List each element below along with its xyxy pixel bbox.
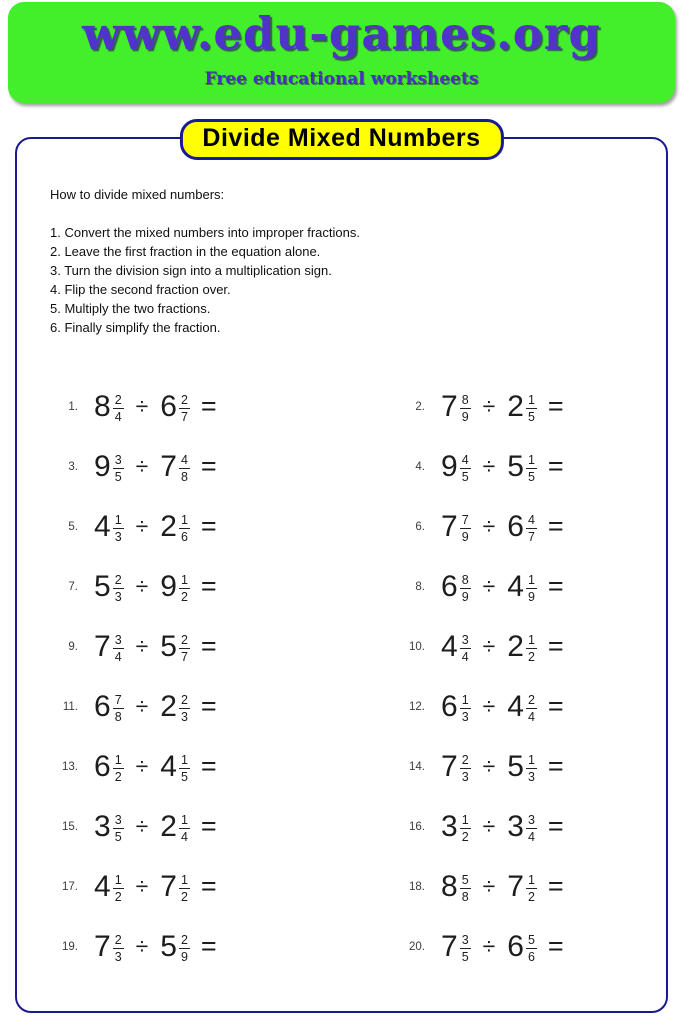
equals-sign: = <box>547 630 564 661</box>
equals-sign: = <box>547 870 564 901</box>
instruction-step: 2. Leave the first fraction in the equation alone. <box>50 244 321 259</box>
problem-number: 18. <box>409 881 425 893</box>
problem-number: 3. <box>68 461 78 473</box>
equals-sign: = <box>547 930 564 961</box>
second-denominator: 4 <box>180 829 188 844</box>
first-whole-number: 4 <box>94 510 111 543</box>
divide-sign: ÷ <box>482 392 496 419</box>
problem-expression <box>441 750 564 784</box>
problem-number: 2. <box>415 401 425 413</box>
first-whole-number: 7 <box>441 390 458 423</box>
second-denominator: 2 <box>527 649 535 664</box>
second-numerator: 1 <box>180 812 188 827</box>
first-whole-number: 8 <box>441 870 458 903</box>
second-whole-number: 2 <box>507 390 524 423</box>
second-numerator: 1 <box>180 572 188 587</box>
divide-sign: ÷ <box>482 752 496 779</box>
problem-expression <box>441 630 564 664</box>
second-whole-number: 6 <box>507 930 524 963</box>
instruction-step: 1. Convert the mixed numbers into improper fractions. <box>50 225 360 240</box>
first-fraction <box>460 513 471 544</box>
equals-sign: = <box>200 450 217 481</box>
first-fraction <box>113 873 124 904</box>
problem-number: 6. <box>415 521 425 533</box>
second-numerator: 1 <box>180 872 188 887</box>
problem-number: 11. <box>62 701 78 713</box>
second-numerator: 1 <box>527 632 535 647</box>
second-fraction <box>526 813 537 844</box>
problem-number: 20. <box>409 941 425 953</box>
problem-number: 13. <box>62 761 78 773</box>
divide-sign: ÷ <box>135 512 149 539</box>
first-numerator: 3 <box>114 812 122 827</box>
problem-number: 17. <box>62 881 78 893</box>
problem-item <box>397 377 666 437</box>
second-numerator: 1 <box>180 752 188 767</box>
second-denominator: 7 <box>180 649 188 664</box>
second-numerator: 1 <box>527 452 535 467</box>
equals-sign: = <box>200 630 217 661</box>
second-numerator: 1 <box>527 872 535 887</box>
divide-sign: ÷ <box>482 452 496 479</box>
second-whole-number: 7 <box>507 870 524 903</box>
first-whole-number: 7 <box>94 930 111 963</box>
problem-expression <box>441 810 564 844</box>
instructions-section <box>17 139 666 337</box>
problem-number: 10. <box>409 641 425 653</box>
second-fraction <box>526 753 537 784</box>
equals-sign: = <box>200 870 217 901</box>
problem-item <box>50 377 397 437</box>
second-fraction <box>179 933 190 964</box>
second-denominator: 6 <box>527 949 535 964</box>
divide-sign: ÷ <box>135 572 149 599</box>
first-fraction <box>460 813 471 844</box>
problems-grid <box>50 377 666 977</box>
problem-expression <box>441 930 564 964</box>
divide-sign: ÷ <box>135 812 149 839</box>
first-denominator: 5 <box>114 829 122 844</box>
first-whole-number: 5 <box>94 570 111 603</box>
second-whole-number: 2 <box>507 630 524 663</box>
problem-number: 8. <box>415 581 425 593</box>
second-denominator: 7 <box>527 529 535 544</box>
second-denominator: 2 <box>527 889 535 904</box>
second-whole-number: 5 <box>160 930 177 963</box>
first-fraction <box>113 933 124 964</box>
second-denominator: 5 <box>527 469 535 484</box>
equals-sign: = <box>547 510 564 541</box>
second-numerator: 2 <box>180 692 188 707</box>
second-fraction <box>526 573 537 604</box>
second-denominator: 4 <box>527 709 535 724</box>
first-numerator: 3 <box>461 932 469 947</box>
first-whole-number: 6 <box>94 690 111 723</box>
second-denominator: 2 <box>180 589 188 604</box>
first-denominator: 3 <box>114 949 122 964</box>
problem-item <box>50 617 397 677</box>
second-numerator: 2 <box>180 632 188 647</box>
first-denominator: 8 <box>461 889 469 904</box>
problem-item <box>397 677 666 737</box>
first-fraction <box>113 513 124 544</box>
problem-item <box>50 497 397 557</box>
divide-sign: ÷ <box>482 872 496 899</box>
divide-sign: ÷ <box>135 452 149 479</box>
second-whole-number: 7 <box>160 450 177 483</box>
second-whole-number: 5 <box>160 630 177 663</box>
first-numerator: 1 <box>461 812 469 827</box>
equals-sign: = <box>547 750 564 781</box>
second-numerator: 2 <box>180 392 188 407</box>
divide-sign: ÷ <box>482 692 496 719</box>
first-fraction <box>460 573 471 604</box>
second-denominator: 4 <box>527 829 535 844</box>
first-whole-number: 9 <box>441 450 458 483</box>
problem-expression <box>94 930 217 964</box>
first-numerator: 2 <box>114 572 122 587</box>
second-whole-number: 5 <box>507 450 524 483</box>
first-whole-number: 6 <box>441 690 458 723</box>
problem-expression <box>94 810 217 844</box>
first-fraction <box>113 633 124 664</box>
second-denominator: 3 <box>527 769 535 784</box>
first-denominator: 5 <box>461 469 469 484</box>
first-fraction <box>113 813 124 844</box>
problem-expression <box>441 510 564 544</box>
first-numerator: 5 <box>461 872 469 887</box>
second-fraction <box>179 573 190 604</box>
second-numerator: 4 <box>527 512 535 527</box>
problem-item <box>397 497 666 557</box>
first-denominator: 2 <box>461 829 469 844</box>
equals-sign: = <box>200 570 217 601</box>
first-denominator: 2 <box>114 769 122 784</box>
site-banner <box>8 2 675 103</box>
problem-expression <box>94 450 217 484</box>
problem-number: 12. <box>409 701 425 713</box>
first-fraction <box>460 693 471 724</box>
instruction-step: 3. Turn the division sign into a multiplication sign. <box>50 263 332 278</box>
second-whole-number: 2 <box>160 810 177 843</box>
second-numerator: 2 <box>180 932 188 947</box>
equals-sign: = <box>200 390 217 421</box>
first-denominator: 3 <box>461 769 469 784</box>
second-fraction <box>179 513 190 544</box>
first-denominator: 5 <box>114 469 122 484</box>
equals-sign: = <box>547 810 564 841</box>
second-fraction <box>179 873 190 904</box>
first-numerator: 3 <box>114 452 122 467</box>
problem-expression <box>441 390 564 424</box>
problem-expression <box>441 870 564 904</box>
first-whole-number: 4 <box>94 870 111 903</box>
second-numerator: 1 <box>527 572 535 587</box>
instructions-heading: How to divide mixed numbers: <box>50 187 225 202</box>
divide-sign: ÷ <box>482 812 496 839</box>
first-whole-number: 7 <box>94 630 111 663</box>
problem-item <box>50 437 397 497</box>
first-numerator: 3 <box>461 632 469 647</box>
problem-number: 19. <box>62 941 78 953</box>
second-fraction <box>179 633 190 664</box>
problem-number: 1. <box>68 401 78 413</box>
problem-expression <box>94 750 217 784</box>
second-whole-number: 2 <box>160 690 177 723</box>
first-fraction <box>460 873 471 904</box>
divide-sign: ÷ <box>135 392 149 419</box>
first-fraction <box>460 633 471 664</box>
first-whole-number: 6 <box>441 570 458 603</box>
second-fraction <box>526 513 537 544</box>
first-numerator: 1 <box>114 512 122 527</box>
first-whole-number: 7 <box>441 930 458 963</box>
second-fraction <box>526 693 537 724</box>
first-numerator: 1 <box>461 692 469 707</box>
first-whole-number: 7 <box>441 750 458 783</box>
first-numerator: 4 <box>461 452 469 467</box>
second-whole-number: 5 <box>507 750 524 783</box>
second-numerator: 1 <box>180 512 188 527</box>
first-fraction <box>113 693 124 724</box>
site-url-title: www.edu-games.org <box>82 7 601 60</box>
problem-item <box>50 797 397 857</box>
instruction-step: 4. Flip the second fraction over. <box>50 282 231 297</box>
divide-sign: ÷ <box>135 752 149 779</box>
second-whole-number: 4 <box>160 750 177 783</box>
first-denominator: 3 <box>114 529 122 544</box>
second-whole-number: 4 <box>507 570 524 603</box>
problem-expression <box>94 630 217 664</box>
problem-item <box>50 677 397 737</box>
problem-item <box>397 917 666 977</box>
second-numerator: 3 <box>527 812 535 827</box>
second-denominator: 7 <box>180 409 188 424</box>
first-fraction <box>460 453 471 484</box>
equals-sign: = <box>200 810 217 841</box>
problem-number: 15. <box>62 821 78 833</box>
problem-expression <box>441 450 564 484</box>
worksheet-box <box>15 124 668 1013</box>
first-numerator: 3 <box>114 632 122 647</box>
problem-item <box>397 557 666 617</box>
problem-item <box>50 857 397 917</box>
first-fraction <box>113 393 124 424</box>
problem-item <box>397 857 666 917</box>
second-whole-number: 6 <box>507 510 524 543</box>
first-numerator: 7 <box>461 512 469 527</box>
problem-item <box>50 917 397 977</box>
first-whole-number: 7 <box>441 510 458 543</box>
first-numerator: 7 <box>114 692 122 707</box>
equals-sign: = <box>200 750 217 781</box>
second-fraction <box>179 753 190 784</box>
problem-item <box>397 737 666 797</box>
second-denominator: 9 <box>180 949 188 964</box>
instruction-step: 5. Multiply the two fractions. <box>50 301 211 316</box>
first-fraction <box>113 753 124 784</box>
second-fraction <box>526 873 537 904</box>
first-fraction <box>113 573 124 604</box>
first-whole-number: 8 <box>94 390 111 423</box>
first-denominator: 3 <box>114 589 122 604</box>
second-whole-number: 9 <box>160 570 177 603</box>
problem-number: 16. <box>409 821 425 833</box>
problem-number: 14. <box>409 761 425 773</box>
problem-item <box>397 437 666 497</box>
second-denominator: 5 <box>180 769 188 784</box>
first-numerator: 2 <box>114 392 122 407</box>
equals-sign: = <box>547 390 564 421</box>
equals-sign: = <box>547 450 564 481</box>
second-numerator: 4 <box>180 452 188 467</box>
second-numerator: 1 <box>527 392 535 407</box>
problem-item <box>50 737 397 797</box>
first-whole-number: 4 <box>441 630 458 663</box>
divide-sign: ÷ <box>482 632 496 659</box>
instruction-step: 6. Finally simplify the fraction. <box>50 320 221 335</box>
first-numerator: 1 <box>114 872 122 887</box>
divide-sign: ÷ <box>482 932 496 959</box>
second-whole-number: 4 <box>507 690 524 723</box>
instructions-steps <box>50 223 666 337</box>
problem-item <box>50 557 397 617</box>
first-fraction <box>460 393 471 424</box>
second-whole-number: 7 <box>160 870 177 903</box>
problem-number: 4. <box>415 461 425 473</box>
first-numerator: 1 <box>114 752 122 767</box>
first-whole-number: 3 <box>441 810 458 843</box>
equals-sign: = <box>200 690 217 721</box>
second-fraction <box>179 393 190 424</box>
second-numerator: 2 <box>527 692 535 707</box>
problem-expression <box>441 690 564 724</box>
problem-number: 5. <box>68 521 78 533</box>
problem-expression <box>94 570 217 604</box>
first-denominator: 9 <box>461 529 469 544</box>
equals-sign: = <box>200 930 217 961</box>
problem-expression <box>94 390 217 424</box>
first-fraction <box>460 933 471 964</box>
second-whole-number: 6 <box>160 390 177 423</box>
first-denominator: 5 <box>461 949 469 964</box>
first-numerator: 8 <box>461 572 469 587</box>
second-denominator: 8 <box>180 469 188 484</box>
first-whole-number: 3 <box>94 810 111 843</box>
second-denominator: 3 <box>180 709 188 724</box>
second-denominator: 5 <box>527 409 535 424</box>
problem-number: 7. <box>68 581 78 593</box>
second-fraction <box>526 453 537 484</box>
second-denominator: 9 <box>527 589 535 604</box>
first-whole-number: 9 <box>94 450 111 483</box>
first-whole-number: 6 <box>94 750 111 783</box>
first-denominator: 4 <box>114 649 122 664</box>
divide-sign: ÷ <box>135 872 149 899</box>
divide-sign: ÷ <box>135 692 149 719</box>
divide-sign: ÷ <box>135 632 149 659</box>
first-denominator: 9 <box>461 589 469 604</box>
second-fraction <box>179 693 190 724</box>
equals-sign: = <box>547 690 564 721</box>
first-denominator: 9 <box>461 409 469 424</box>
first-fraction <box>460 753 471 784</box>
divide-sign: ÷ <box>482 572 496 599</box>
first-denominator: 8 <box>114 709 122 724</box>
first-numerator: 2 <box>114 932 122 947</box>
first-numerator: 2 <box>461 752 469 767</box>
first-numerator: 8 <box>461 392 469 407</box>
second-denominator: 6 <box>180 529 188 544</box>
second-fraction <box>179 453 190 484</box>
site-tagline: Free educational worksheets <box>204 69 479 89</box>
first-denominator: 4 <box>461 649 469 664</box>
second-fraction <box>526 393 537 424</box>
problem-expression <box>94 870 217 904</box>
first-denominator: 2 <box>114 889 122 904</box>
divide-sign: ÷ <box>482 512 496 539</box>
second-whole-number: 2 <box>160 510 177 543</box>
equals-sign: = <box>200 510 217 541</box>
second-fraction <box>526 633 537 664</box>
second-numerator: 5 <box>527 932 535 947</box>
problem-item <box>397 797 666 857</box>
first-denominator: 3 <box>461 709 469 724</box>
first-fraction <box>113 453 124 484</box>
problem-expression <box>441 570 564 604</box>
first-denominator: 4 <box>114 409 122 424</box>
divide-sign: ÷ <box>135 932 149 959</box>
second-whole-number: 3 <box>507 810 524 843</box>
second-numerator: 1 <box>527 752 535 767</box>
second-denominator: 2 <box>180 889 188 904</box>
second-fraction <box>526 933 537 964</box>
worksheet-title: Divide Mixed Numbers <box>179 119 503 160</box>
second-fraction <box>179 813 190 844</box>
problem-expression <box>94 690 217 724</box>
equals-sign: = <box>547 570 564 601</box>
problem-expression <box>94 510 217 544</box>
problem-item <box>397 617 666 677</box>
problem-number: 9. <box>68 641 78 653</box>
